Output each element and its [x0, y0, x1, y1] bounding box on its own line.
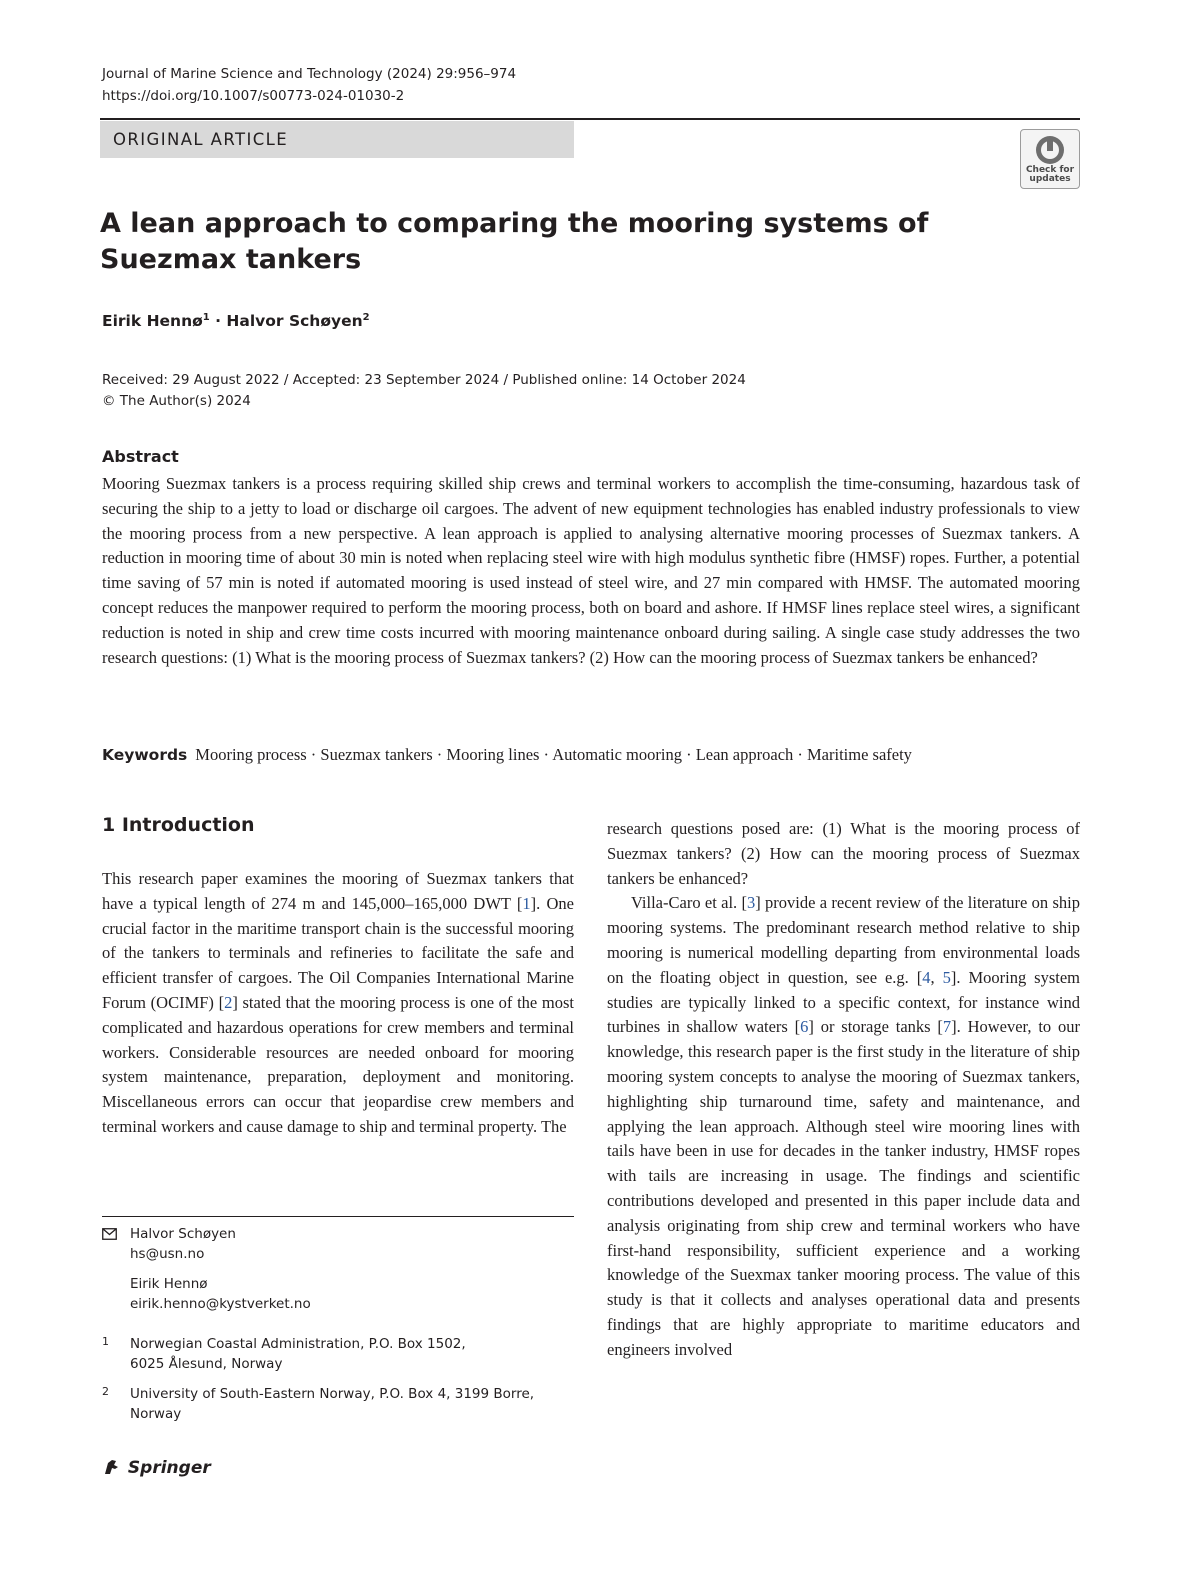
affiliation-number: 2: [102, 1385, 109, 1398]
paragraph: This research paper examines the mooring of Suezmax tankers that have a typical length of 274 m and 145,000–165,000 DWT [1]. One crucial factor in the maritime transport chain is the successful mooring of the tankers to terminals and refineries to facilitate the safe and efficient transfer of cargoes. The Oil Companies International Marine Forum (OCIMF) [2] stated that the mooring process is one of the most complicated and hazardous operations for crew members and terminal workers. Considerable resources are needed onboard for mooring system maintenance, preparation, deployment and monitoring. Miscellaneous errors can occur that jeopardise crew members and terminal workers and cause damage to ship and terminal property. The: [102, 869, 575, 1136]
affiliation-marker: 1: [202, 312, 210, 323]
affiliation-1: Norwegian Coastal Administration, P.O. Box 1502, 6025 Ålesund, Norway: [130, 1336, 466, 1372]
abstract-heading: Abstract: [102, 447, 179, 466]
header-rule: [100, 118, 1080, 120]
copyright-line: © The Author(s) 2024: [102, 393, 251, 409]
author-separator: ·: [209, 312, 227, 331]
corresponding-author: [130, 1224, 236, 1264]
author-name[interactable]: Halvor Schøyen: [226, 312, 363, 331]
affiliation-2: University of South-Eastern Norway, P.O. Box 4, 3199 Borre, Norway: [130, 1386, 535, 1422]
left-column: [102, 867, 574, 1140]
publisher-logo: [102, 1457, 211, 1478]
citation-link[interactable]: 3: [746, 893, 756, 913]
contact-email[interactable]: eirik.henno@kystverket.no: [130, 1296, 311, 1312]
contact-email[interactable]: hs@usn.no: [130, 1246, 205, 1262]
badge-label: Check for updates: [1025, 165, 1075, 184]
author-list: [102, 312, 370, 330]
affiliation-number: 1: [102, 1335, 109, 1348]
springer-horse-icon: [102, 1457, 122, 1477]
envelope-icon: [102, 1228, 117, 1240]
abstract-text: Mooring Suezmax tankers is a process requiring skilled ship crews and terminal workers to accomplish the time-consuming, hazardous task of securing the ship to a jetty to load or discharge oil cargoes. The advent of new equipment technologies has enabled industry professionals to view the mooring process from a new perspective. A lean approach is applied to analysing alternative mooring processes of Suezmax tankers. A reduction in mooring time of about 30 min is noted when replacing steel wire with high modulus synthetic fibre (HMSF) ropes. Further, a potential time saving of 57 min is noted if automated mooring is used instead of steel wire, and 27 min compared with HMSF. The automated mooring concept reduces the manpower required to perform the mooring process, both on board and ashore. If HMSF lines replace steel wires, a significant reduction is noted in ship and crew time costs incurred with mooring maintenance onboard during sailing. A single case study addresses the two research questions: (1) What is the mooring process of Suezmax tankers? (2) How can the mooring process of Suezmax tankers be enhanced?: [102, 474, 1080, 667]
check-updates-icon: [1034, 134, 1066, 166]
paragraph: research questions posed are: (1) What is the mooring process of Suezmax tankers? (2) How can the mooring process of Suezmax tankers be enhanced?: [607, 819, 1080, 888]
journal-citation: Journal of Marine Science and Technology (2024) 29:956–974: [102, 66, 517, 82]
contact-name: Eirik Hennø: [130, 1276, 208, 1292]
right-column: [607, 817, 1080, 1363]
check-for-updates-badge[interactable]: [1020, 129, 1080, 189]
author-name[interactable]: Eirik Hennø: [102, 312, 203, 331]
article-type-banner: ORIGINAL ARTICLE: [100, 121, 574, 158]
doi-link[interactable]: https://doi.org/10.1007/s00773-024-01030-2: [102, 88, 405, 104]
keywords-label: Keywords: [102, 746, 188, 764]
publisher-name: Springer: [127, 1458, 211, 1478]
section-heading-introduction: 1 Introduction: [102, 814, 255, 836]
footnote-rule: [102, 1216, 574, 1217]
paragraph: Villa-Caro et al. [3] provide a recent review of the literature on ship mooring systems. The predominant research method relative to ship mooring is numerical modelling departing from environmental loads on the floating object in question, see e.g. [4, 5]. Mooring system studies are typically linked to a specific context, for instance wind turbines in shallow waters [6] or storage tanks [7]. However, to our knowledge, this research paper is the first study in the literature of ship mooring system concepts to analyse the mooring of Suezmax tankers, highlighting ship turnaround time, safety and maintenance, and applying the lean approach. Although steel wire mooring lines with tails have been in use for decades in the tanker industry, HMSF ropes with tails are increasing in usage. The findings and scientific contributions developed and presented in this paper include data and analysis originating from ship crew and terminal workers who have first-hand responsibility, sufficient experience and a working knowledge of the Suexmax tanker mooring process. The value of this study is that it collects and analyses operational data and presents findings that are highly appropriate to maritime educators and engineers involved: [607, 893, 1080, 1359]
citation-link[interactable]: 4: [922, 967, 931, 987]
contact-name: Halvor Schøyen: [130, 1226, 236, 1242]
keywords-list: Mooring process · Suezmax tankers · Mooring lines · Automatic mooring · Lean approach · Maritime safety: [195, 745, 912, 764]
citation-link[interactable]: 2: [224, 992, 233, 1012]
co-author-contact: [130, 1274, 311, 1314]
affiliation-marker: 2: [362, 312, 370, 323]
keywords: [102, 743, 1080, 767]
history-dates: Received: 29 August 2022 / Accepted: 23 September 2024 / Published online: 14 October 2024: [102, 372, 746, 388]
publication-history: [102, 370, 746, 412]
citation-link[interactable]: 1: [522, 893, 531, 913]
citation-link[interactable]: 6: [800, 1017, 809, 1037]
article-title: A lean approach to comparing the mooring systems of Suezmax tankers: [100, 208, 929, 275]
citation-link[interactable]: 7: [942, 1017, 952, 1037]
citation-link[interactable]: 5: [942, 967, 951, 987]
